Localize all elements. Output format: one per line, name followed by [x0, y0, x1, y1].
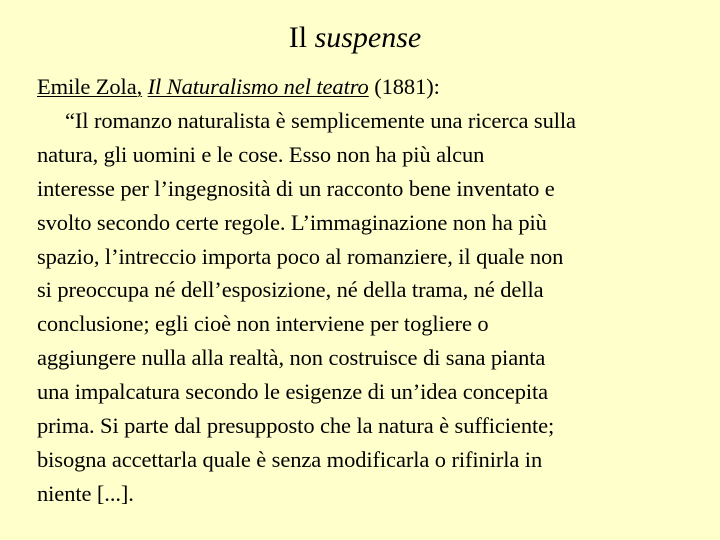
quote-line: niente [...].	[37, 480, 134, 506]
citation-line	[37, 70, 713, 104]
title-regular: Il	[288, 21, 308, 54]
quote-line: “Il romanzo naturalista è semplicemente una ricerca sulla	[65, 107, 576, 133]
title-italic: suspense	[314, 21, 422, 54]
citation-year: (1881):	[374, 74, 440, 99]
quote-line: bisogna accettarla quale è senza modificarla o rifinirla in	[37, 446, 543, 472]
slide-title	[0, 18, 710, 58]
quote-line: una impalcatura secondo le esigenze di un’idea concepita	[37, 379, 549, 405]
quote-line: conclusione; egli cioè non interviene per togliere o	[37, 311, 489, 337]
quote-line: si preoccupa né dell’esposizione, né della trama, né della	[37, 277, 544, 303]
quote-line: natura, gli uomini e le cose. Esso non ha più alcun	[37, 141, 485, 167]
quote-line: spazio, l’intreccio importa poco al romanziere, il quale non	[37, 243, 564, 269]
citation-work: Il Naturalismo nel teatro	[147, 74, 369, 99]
citation-author: Emile Zola,	[37, 74, 143, 99]
quote-line: prima. Si parte dal presupposto che la natura è sufficiente;	[37, 413, 555, 439]
quote-line: svolto secondo certe regole. L’immaginazione non ha più	[37, 209, 547, 235]
quote-line: aggiungere nulla alla realtà, non costruisce di sana pianta	[37, 345, 546, 371]
quote-line: interesse per l’ingegnosità di un racconto bene inventato e	[37, 175, 555, 201]
slide-body	[37, 70, 713, 511]
